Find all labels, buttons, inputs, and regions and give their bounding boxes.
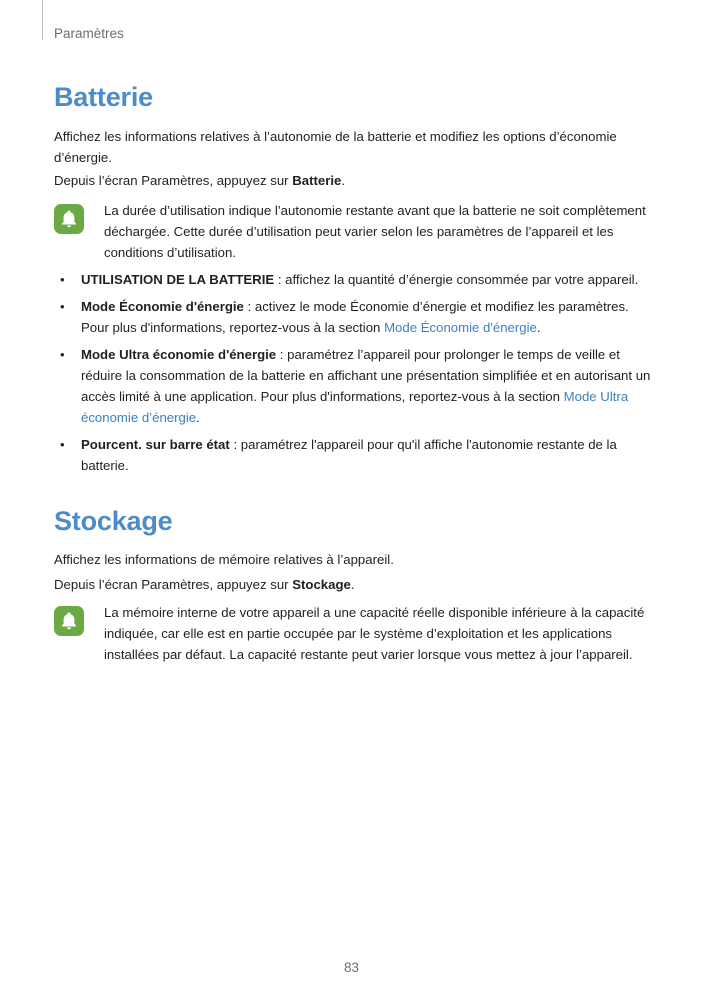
battery-path-prefix: Depuis l’écran Paramètres, appuyez sur [54,173,293,188]
option-name: Mode Économie d'énergie [81,299,244,314]
storage-path-suffix: . [350,577,355,592]
header-corner-line [42,0,43,40]
option-tail: . [196,410,200,425]
option-description: : activez le mode Économie d’énergie et modifiez les paramètres. Pour plus d'informations, reportez-vous à la section [81,299,629,335]
list-item [54,434,654,476]
cross-reference-link[interactable]: Mode Économie d'énergie [384,320,537,335]
battery-options-list [54,269,654,482]
battery-note-text: La durée d’utilisation indique l’autonomie restante avant que la batterie ne soit complètement déchargée. Cette durée d’utilisation peut varier selon les paramètres de l’appareil et les conditions d’utilisation. [104,203,646,260]
page-number: 83 [343,960,360,975]
storage-note-text: La mémoire interne de votre appareil a une capacité réelle disponible inférieure à la capacité indiquée, car elle est en partie occupée par le système d’exploitation et les applications installées par défaut. La capacité restante peut varier lorsque vous mettez à jour l’appareil. [104,605,645,662]
battery-access-path [54,170,654,191]
cross-reference-link[interactable]: Mode Ultra économie d’énergie [81,389,629,425]
list-item [54,344,654,428]
option-description: : affichez la quantité d’énergie consommée par votre appareil. [274,272,639,287]
option-tail: . [536,320,541,335]
option-name: Pourcent. sur barre état [81,437,230,452]
battery-path-suffix: . [341,173,345,188]
battery-path-target: Batterie [292,173,342,188]
running-header: Paramètres [54,26,124,41]
option-description: : paramétrez l’appareil pour prolonger le temps de veille et réduire la consommation de la batterie en affichant une présentation simplifiée et en autorisant un accès limité à une application. Pour plus d'informations, reportez-vous à la section [81,347,651,404]
bullet-icon: • [60,272,65,287]
bullet-icon: • [60,299,65,314]
option-name: UTILISATION DE LA BATTERIE [81,272,275,287]
storage-section-title: Stockage [54,506,173,536]
battery-section-title: Batterie [54,82,153,112]
option-description: : paramétrez l'appareil pour qu'il affiche l'autonomie restante de la batterie. [81,437,617,473]
battery-intro: Affichez les informations relatives à l’autonomie de la batterie et modifiez les options d’économie d’énergie. [54,129,617,165]
bullet-icon: • [60,347,65,362]
bullet-icon: • [60,437,65,452]
storage-intro: Affichez les informations de mémoire relatives à l’appareil. [54,552,394,567]
storage-access-path [54,574,654,595]
list-item [54,269,654,290]
storage-path-prefix: Depuis l’écran Paramètres, appuyez sur [54,577,293,592]
storage-path-target: Stockage [292,577,351,592]
bell-icon [54,204,84,234]
bell-icon [54,606,84,636]
list-item [54,296,654,338]
option-name: Mode Ultra économie d'énergie [81,347,277,362]
